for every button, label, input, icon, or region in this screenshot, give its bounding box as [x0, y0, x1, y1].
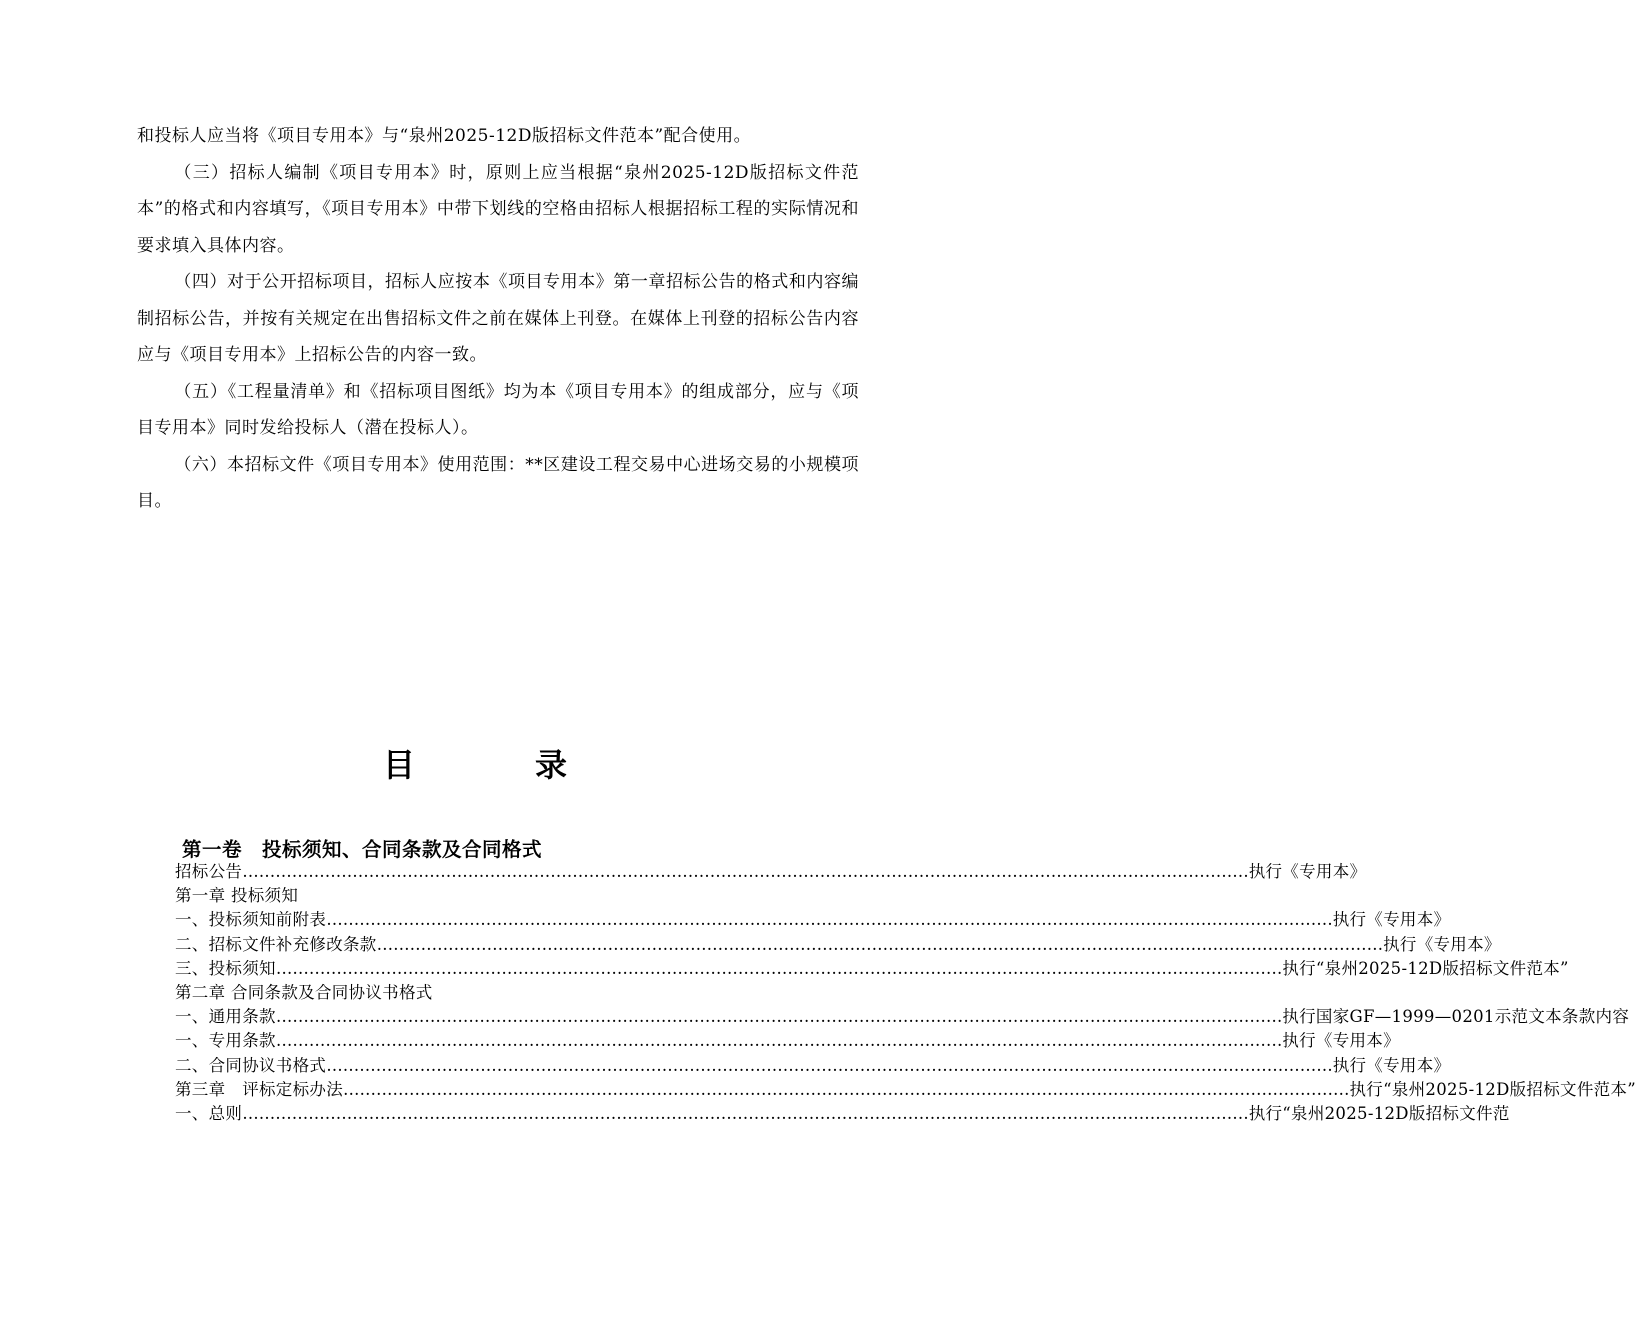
paragraph-4: （四）对于公开招标项目，招标人应按本《项目专用本》第一章招标公告的格式和内容编制招标公告，并按有关规定在出售招标文件之前在媒体上刊登。在媒体上刊登的招标公告内容应与《项目专用本》上招标公告的内容一致。: [137, 272, 859, 365]
toc-volume-heading: 第一卷 投标须知、合同条款及合同格式: [182, 838, 543, 861]
toc-entry-notice[interactable]: [137, 860, 1367, 884]
toc-leader: …………………………………………………………………………………………………………………………………………………………………: [376, 934, 1384, 954]
toc-leader: …………………………………………………………………………………………………………………………………………………………………: [275, 1031, 1283, 1051]
toc-entry-label: 一、投标须知前附表: [175, 910, 327, 930]
paragraph-3: （三）招标人编制《项目专用本》时，原则上应当根据“泉州2025-12D版招标文件范本”的格式和内容填写，《项目专用本》中带下划线的空格由招标人根据招标工程的实际情况和要求填入具体内容。: [137, 162, 859, 256]
toc-title-char-1: 目: [382, 746, 475, 784]
toc-entry-label: 一、通用条款: [175, 1007, 276, 1027]
toc-leader: …………………………………………………………………………………………………………………………………………………………………: [242, 1104, 1249, 1124]
toc-entry-target: 执行《专用本》: [1248, 862, 1367, 881]
intro-text: [137, 118, 859, 520]
toc-entry-target: 执行“泉州2025-12D版招标文件范本”: [1282, 958, 1569, 978]
toc-entry-label: 三、投标须知: [175, 958, 276, 978]
toc-entry-target: 执行“泉州2025-12D版招标文件范: [1248, 1104, 1510, 1124]
toc-entry-label: 二、合同协议书格式: [175, 1055, 327, 1075]
toc-entry-label: 第三章 评标定标办法: [175, 1079, 343, 1099]
toc-entry-special-terms[interactable]: [137, 1029, 1400, 1053]
toc-chapter-2[interactable]: 第二章 合同条款及合同协议书格式: [175, 983, 433, 1003]
toc-entry-agreement-format[interactable]: [137, 1054, 1451, 1078]
toc-title-char-2: 录: [535, 746, 628, 784]
toc-entry-label: 一、专用条款: [175, 1031, 276, 1051]
toc-entry-target: 执行《专用本》: [1282, 1031, 1400, 1051]
toc-title: [0, 740, 950, 786]
toc-entry-amendments[interactable]: [137, 933, 1501, 957]
toc-entry-instructions[interactable]: [137, 957, 1569, 981]
toc-leader: …………………………………………………………………………………………………………………………………………………………………: [343, 1079, 1350, 1099]
toc-chapter-3[interactable]: [137, 1078, 1636, 1102]
toc-entry-target: 执行国家GF—1999—0201示范文本条款内容: [1282, 1007, 1630, 1027]
toc-entry-appendix[interactable]: [137, 908, 1451, 932]
toc-entry-target: 执行《专用本》: [1332, 910, 1451, 930]
toc-leader: …………………………………………………………………………………………………………………………………………………………………: [326, 1055, 1333, 1075]
paragraph-6: （六）本招标文件《项目专用本》使用范围：**区建设工程交易中心进场交易的小规模项目。: [137, 454, 859, 511]
toc-leader: …………………………………………………………………………………………………………………………………………………………………: [275, 1007, 1283, 1027]
toc-entry-target: 执行《专用本》: [1383, 934, 1501, 954]
toc-entry-target: 执行《专用本》: [1332, 1055, 1451, 1075]
toc-entry-label: 招标公告: [175, 862, 243, 881]
toc-entry-general-terms[interactable]: [137, 1005, 1630, 1029]
toc-entry-label: 二、招标文件补充修改条款: [175, 934, 377, 954]
toc-leader: …………………………………………………………………………………………………………………………………………………………………: [275, 958, 1283, 978]
toc-entry-target: 执行“泉州2025-12D版招标文件范本”: [1349, 1079, 1636, 1099]
toc-chapter-1[interactable]: 第一章 投标须知: [175, 886, 299, 906]
toc-entry-label: 一、总则: [175, 1104, 243, 1124]
toc-leader: …………………………………………………………………………………………………………………………………………………………………: [242, 862, 1249, 881]
paragraph-continued: 和投标人应当将《项目专用本》与“泉州2025-12D版招标文件范本”配合使用。: [137, 126, 752, 146]
table-of-contents: [137, 860, 1636, 1126]
toc-leader: …………………………………………………………………………………………………………………………………………………………………: [326, 910, 1333, 930]
paragraph-5: （五）《工程量清单》和《招标项目图纸》均为本《项目专用本》的组成部分，应与《项目专用本》同时发给投标人（潜在投标人）。: [137, 381, 859, 438]
toc-entry-general-rules[interactable]: [137, 1102, 1510, 1126]
